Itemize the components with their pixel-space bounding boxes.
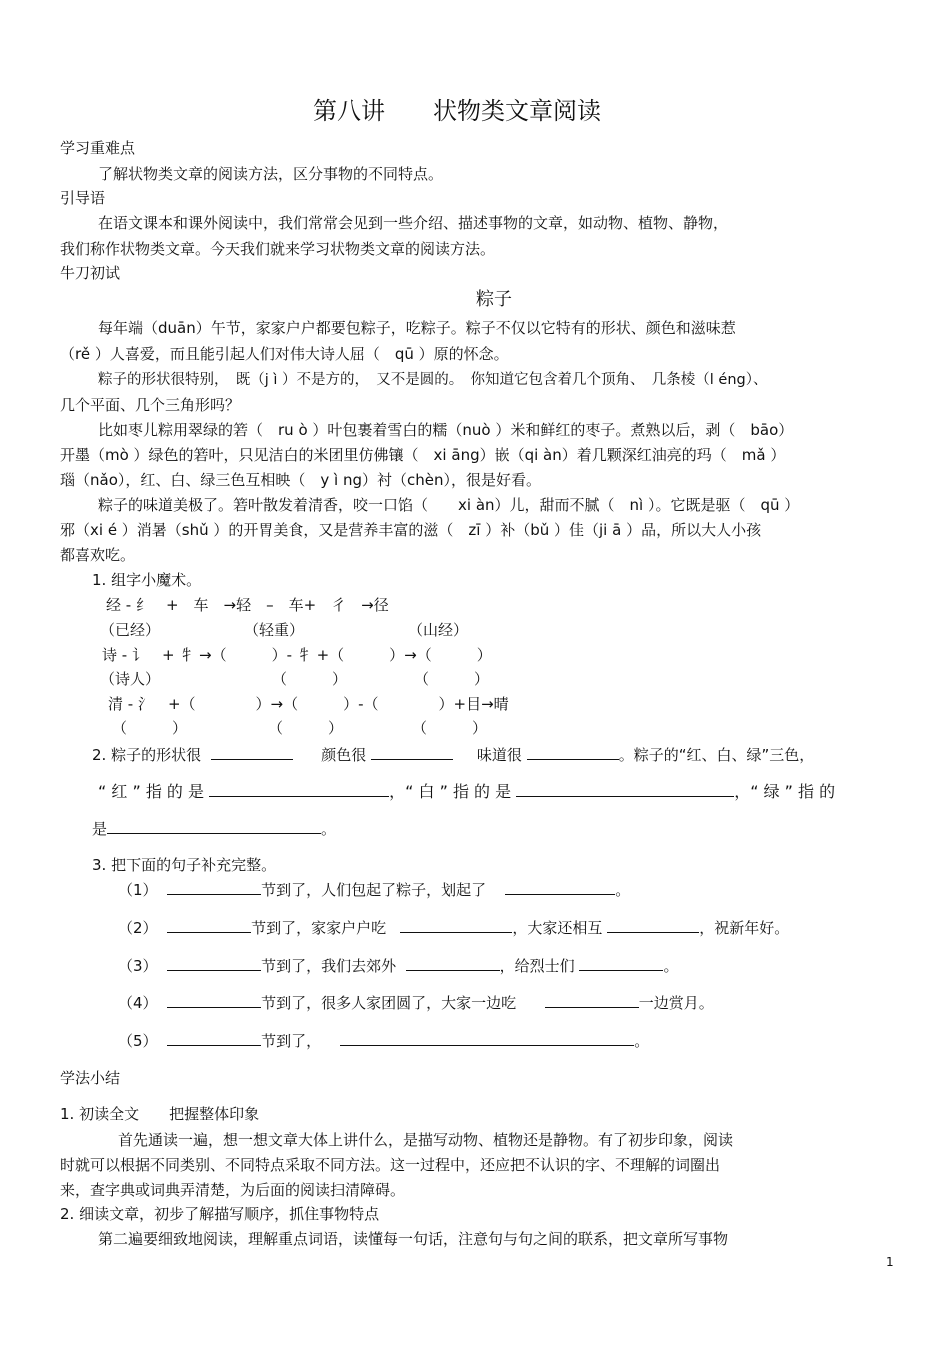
article-p1-line1: 每年端（duān）午节，家家户户都要包粽子，吃粽子。粽子不仅以它特有的形状、颜色和滋味惹 — [98, 319, 736, 337]
exercise3-item — [118, 917, 789, 938]
exercise1-formula-3: 清 - 氵 +（ ）→（ ）-（ ）+目→晴 — [108, 695, 509, 713]
page-number: 1 — [886, 1255, 894, 1269]
heading-intro: 引导语 — [60, 189, 106, 207]
item-end: 一边赏月。 — [638, 994, 714, 1012]
heading-trial: 牛刀初试 — [60, 264, 121, 282]
exercise2-period: 。 — [321, 820, 337, 838]
summary-s1-line3: 来，查字典或词典弄清楚，为后面的阅读扫清障碍。 — [60, 1181, 406, 1199]
item-text: ，大家还相互 — [512, 919, 603, 937]
item-text: 节到了，家家户户吃 — [251, 919, 387, 937]
item-end: 。 — [615, 881, 631, 899]
article-p1-line2: （rě ）人喜爱，而且能引起人们对伟大诗人屈（ qū ）原的怀念。 — [60, 345, 509, 363]
summary-s1-line1: 首先通读一遍，想一想文章大体上讲什么，是描写动物、植物还是静物。有了初步印象，阅读 — [118, 1131, 734, 1149]
exercise1-word-slot[interactable]: （ ） — [268, 719, 344, 737]
summary-s1-heading: 1. 初读全文 把握整体印象 — [60, 1105, 260, 1123]
exercise1-example-word: （已经） — [100, 621, 161, 639]
green-blank[interactable] — [107, 818, 321, 834]
article-p4-line3: 都喜欢吃。 — [60, 546, 136, 564]
item-number: （2） — [118, 919, 158, 937]
color-blank[interactable] — [371, 744, 453, 760]
exercise2-heading: 2. 粽子的形状很 — [92, 746, 202, 764]
item-number: （3） — [118, 957, 158, 975]
exercise1-word-slot[interactable]: （ ） — [414, 670, 490, 688]
summary-s2-line1: 第二遍要细致地阅读，理解重点词语，读懂每一句话，注意句与句之间的联系，把文章所写事物 — [98, 1230, 729, 1248]
festival-blank[interactable] — [167, 879, 261, 895]
article-p4-line2: 邪（xi é ）消暑（shǔ ）的开胃美食，又是营养丰富的滋（ zī ）补（bǔ ）佳（ji ā ）品，所以大人小孩 — [60, 521, 762, 539]
intro-line-2: 我们称作状物类文章。今天我们就来学习状物类文章的阅读方法。 — [60, 240, 496, 258]
article-p3-line3: 瑙（nǎo），红、白、绿三色互相映（ y ì ng）衬（chèn），很是好看。 — [60, 471, 541, 489]
summary-heading: 学法小结 — [60, 1069, 121, 1087]
answer-blank[interactable] — [607, 917, 699, 933]
exercise1-word-slot[interactable]: （ ） — [112, 719, 188, 737]
taste-blank[interactable] — [527, 744, 619, 760]
item-end: 。 — [634, 1032, 650, 1050]
article-p2-line1: 粽子的形状很特别， 既（j ì ）不是方的， 又不是圆的。 你知道它包含着几个顶角、 几条棱（l éng）、 — [98, 372, 768, 388]
exercise3-item — [118, 992, 714, 1013]
item-number: （4） — [118, 994, 158, 1012]
page-title: 第八讲 状物类文章阅读 — [313, 97, 601, 125]
colors-intro: 。粽子的“红、白、绿”三色， — [618, 746, 815, 764]
exercise2-line1 — [92, 744, 814, 765]
article-p2-line2: 几个平面、几个三角形吗？ — [60, 396, 241, 414]
article-p3-line2: 开墨（mò ）绿色的箬叶，只见洁白的米团里仿佛镶（ xi āng）嵌（qi àn）着几颗深红油亮的玛（ mǎ ） — [60, 446, 786, 464]
item-text: 节到了，我们去郊外 — [261, 957, 397, 975]
summary-s2-heading: 2. 细读文章，初步了解描写顺序，抓住事物特点 — [60, 1205, 380, 1223]
exercise1-formula-2: 诗 - 讠 + 牜 →（ ）- 牜 +（ ）→（ ） — [102, 646, 492, 664]
exercise3-item — [118, 1030, 649, 1051]
answer-blank[interactable] — [400, 917, 512, 933]
intro-line-1: 在语文课本和课外阅读中，我们常常会见到一些介绍、描述事物的文章，如动物、植物、静物， — [98, 214, 729, 232]
answer-blank[interactable] — [579, 955, 663, 971]
article-p3-line1: 比如枣儿粽用翠绿的箬（ ru ò ）叶包裹着雪白的糯（nuò ）米和鲜红的枣子。煮熟以后，剥（ bāo） — [98, 421, 794, 439]
exercise2-line3 — [92, 818, 336, 839]
item-end: 。 — [663, 957, 679, 975]
exercise1-example-formula: 经 - 纟 + 车 →轻 – 车+ 彳 →径 — [106, 596, 389, 614]
color-label: 颜色很 — [321, 746, 367, 764]
shape-blank[interactable] — [211, 744, 293, 760]
green-label: ，“ 绿 ” 指 的 — [734, 782, 836, 801]
festival-blank[interactable] — [167, 917, 251, 933]
item-number: （1） — [118, 881, 158, 899]
exercise1-word-slot[interactable]: （ ） — [272, 670, 348, 688]
exercise3-item — [118, 955, 678, 976]
answer-blank[interactable] — [406, 955, 500, 971]
item-end: ，祝新年好。 — [699, 919, 790, 937]
item-text: 节到了，很多人家团圆了，大家一边吃 — [261, 994, 517, 1012]
taste-label: 味道很 — [476, 746, 522, 764]
item-text: 节到了， — [261, 1032, 322, 1050]
festival-blank[interactable] — [167, 1030, 261, 1046]
article-p4-line1: 粽子的味道美极了。箬叶散发着清香，咬一口馅（ xi àn）儿，甜而不腻（ nì ）。它既是驱（ qū ） — [98, 496, 800, 514]
exercise1-heading: 1. 组字小魔术。 — [92, 571, 202, 589]
red-label: “ 红 ” 指 的 是 — [98, 782, 205, 801]
answer-blank[interactable] — [340, 1030, 634, 1046]
exercise2-line2 — [98, 781, 835, 802]
festival-blank[interactable] — [167, 955, 261, 971]
heading-difficulty: 学习重难点 — [60, 139, 136, 157]
item-text: 节到了，人们包起了粽子，划起了 — [261, 881, 487, 899]
exercise3-item — [118, 879, 630, 900]
is-label: 是 — [92, 820, 108, 838]
white-blank[interactable] — [516, 781, 734, 797]
article-title: 粽子 — [476, 289, 512, 310]
exercise1-word-slot: （诗人） — [100, 670, 161, 688]
exercise1-example-word: （山经） — [408, 621, 469, 639]
item-number: （5） — [118, 1032, 158, 1050]
red-blank[interactable] — [209, 781, 389, 797]
summary-s1-line2: 时就可以根据不同类别、不同特点采取不同方法。这一过程中，还应把不认识的字、不理解的词圈出 — [60, 1156, 721, 1174]
answer-blank[interactable] — [545, 992, 639, 1008]
exercise1-example-word: （轻重） — [244, 621, 305, 639]
answer-blank[interactable] — [505, 879, 615, 895]
exercise3-heading: 3. 把下面的句子补充完整。 — [92, 856, 277, 874]
exercise1-word-slot[interactable]: （ ） — [412, 719, 488, 737]
white-label: ，“ 白 ” 指 的 是 — [389, 782, 512, 801]
difficulty-text: 了解状物类文章的阅读方法，区分事物的不同特点。 — [98, 165, 444, 183]
item-text: ，给烈士们 — [499, 957, 575, 975]
festival-blank[interactable] — [167, 992, 261, 1008]
